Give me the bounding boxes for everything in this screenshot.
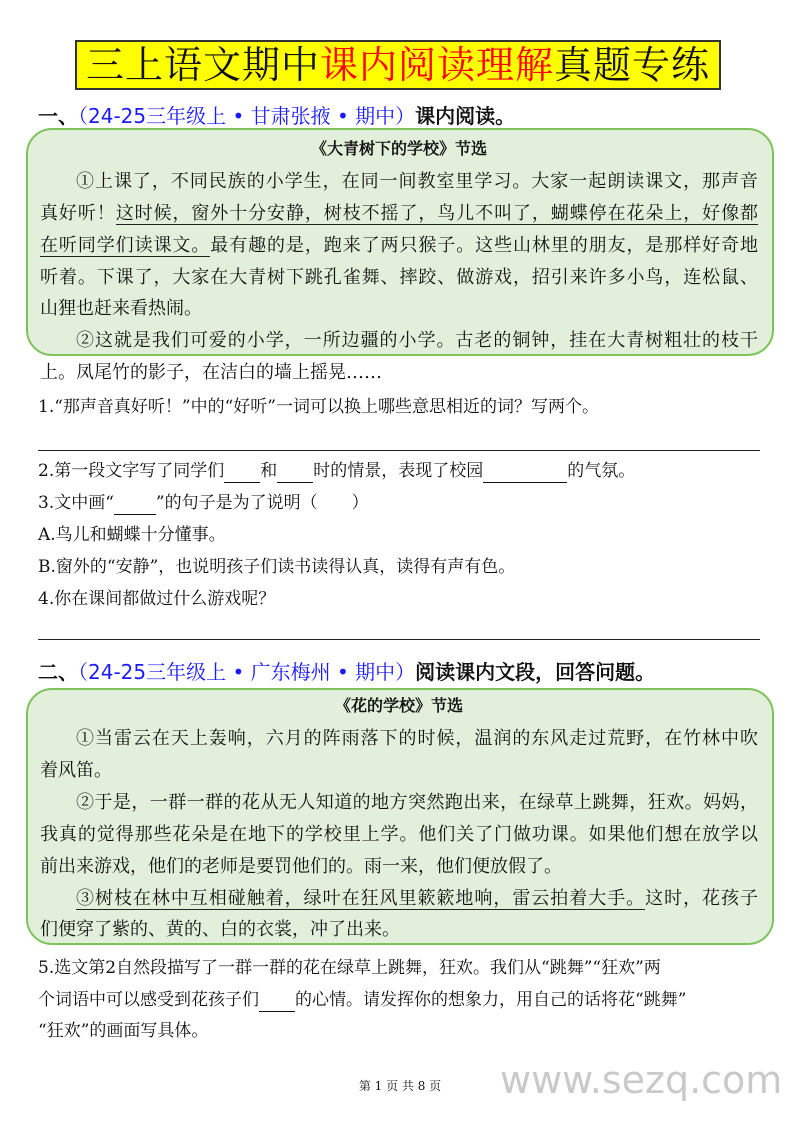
passage-line: 着风笛。 bbox=[40, 760, 112, 781]
passage-line: 上。凤尾竹的影子，在洁白的墙上摇晃…… bbox=[40, 362, 382, 383]
passage-line: 前出来游戏，他们的老师是要罚他们的。雨一来，他们便放假了。 bbox=[40, 856, 562, 877]
text: ”的句子是为了说明（ ） bbox=[155, 493, 369, 513]
passage-line: ①当雷云在天上轰响，六月的阵雨落下的时候，温润的东风走过荒野，在竹林中吹 bbox=[76, 728, 758, 749]
text: 和 bbox=[260, 461, 278, 481]
question-1: 1.“那声音真好听！”中的“好听”一词可以换上哪些意思相近的词？写两个。 bbox=[38, 397, 599, 417]
text: 2.第一段文字写了同学们 bbox=[38, 461, 225, 481]
answer-blank[interactable] bbox=[259, 989, 295, 1012]
option-b[interactable]: B.窗外的“安静”，也说明孩子们读书读得认真，读得有声有色。 bbox=[38, 557, 516, 577]
passage-title: 《大青树下的学校》节选 bbox=[310, 139, 487, 158]
option-a[interactable]: A.鸟儿和蝴蝶十分懂事。 bbox=[38, 525, 226, 545]
text: 真好听！ bbox=[40, 203, 116, 224]
passage-line: ②这就是我们可爱的小学，一所边疆的小学。古老的铜钟，挂在大青树粗壮的枝干 bbox=[76, 330, 758, 351]
section-2-heading bbox=[38, 656, 655, 685]
title-part: 真题专练 bbox=[554, 43, 711, 87]
page-footer: 第 1 页 共 8 页 bbox=[358, 1079, 442, 1093]
section-task: 阅读课内文段，回答问题。 bbox=[415, 660, 656, 684]
text: 的心情。请发挥你的想象力，用自己的话将花“跳舞” bbox=[295, 990, 687, 1010]
question-2 bbox=[38, 460, 635, 483]
question-5-cont: “狂欢”的画面写具体。 bbox=[38, 1021, 209, 1041]
page-title bbox=[75, 40, 721, 90]
answer-line[interactable] bbox=[38, 450, 760, 451]
section-source: （24-25三年级上 • 甘肃张掖 • 期中） bbox=[78, 104, 416, 128]
answer-line[interactable] bbox=[38, 639, 760, 640]
passage-line: 我真的觉得那些花朵是在地下的学校里上学。他们关了门做功课。如果他们想在放学以 bbox=[40, 824, 758, 845]
underlined-sentence: 这时候，窗外十分安静，树枝不摇了，鸟儿不叫了，蝴蝶停在花朵上，好像都 bbox=[115, 203, 759, 224]
section-source: （24-25三年级上 • 广东梅州 • 期中） bbox=[78, 660, 416, 684]
text: 最有趣的是，跑来了两只猴子。这些山林里的朋友，是那样好奇地 bbox=[210, 235, 759, 256]
underlined-sentence: ③树枝在林中互相碰触着，绿叶在狂风里簌簌地响，雷云拍着大手。 bbox=[76, 888, 646, 909]
question-3 bbox=[38, 492, 369, 515]
section-task: 课内阅读。 bbox=[415, 104, 516, 128]
text: 的气氛。 bbox=[567, 461, 636, 481]
title-part: 三上语文期中 bbox=[85, 43, 320, 87]
question-5-cont bbox=[38, 989, 686, 1012]
answer-blank[interactable] bbox=[224, 460, 260, 483]
section-number: 一、 bbox=[38, 104, 78, 128]
underlined-sentence: 在听同学们读课文。 bbox=[40, 235, 211, 256]
watermark: www.sezq.com bbox=[500, 1058, 783, 1102]
question-4: 4.你在课间都做过什么游戏呢？ bbox=[38, 589, 276, 609]
passage-line: 山狸也赶来看热闹。 bbox=[40, 298, 202, 319]
section-1-heading bbox=[38, 100, 515, 129]
text: 3.文中画“ bbox=[38, 493, 114, 513]
passage-line bbox=[40, 203, 758, 225]
text: 这时，花孩子 bbox=[645, 888, 758, 909]
answer-blank[interactable] bbox=[277, 460, 313, 483]
section-number: 二、 bbox=[38, 660, 78, 684]
passage-line: ②于是，一群一群的花从无人知道的地方突然跑出来，在绿草上跳舞，狂欢。妈妈， bbox=[76, 792, 758, 813]
answer-blank[interactable] bbox=[483, 460, 567, 483]
question-5: 5.选文第2自然段描写了一群一群的花在绿草上跳舞，狂欢。我们从“跳舞”“狂欢”两 bbox=[38, 958, 661, 978]
passage-title: 《花的学校》节选 bbox=[334, 696, 463, 715]
passage-line: 听着。下课了，大家在大青树下跳孔雀舞、摔跤、做游戏，招引来许多小鸟，连松鼠、 bbox=[40, 267, 758, 288]
passage-line: ①上课了，不同民族的小学生，在同一间教室里学习。大家一起朗读课文，那声音 bbox=[76, 171, 758, 192]
title-highlight: 课内阅读理解 bbox=[319, 43, 554, 87]
passage-line bbox=[40, 235, 758, 257]
text: 个词语中可以感受到花孩子们 bbox=[38, 990, 259, 1010]
text: 时的情景，表现了校园 bbox=[313, 461, 484, 481]
underline-sample bbox=[114, 492, 156, 515]
passage-line bbox=[40, 888, 758, 910]
passage-line: 们便穿了紫的、黄的、白的衣裳，冲了出来。 bbox=[40, 919, 400, 940]
